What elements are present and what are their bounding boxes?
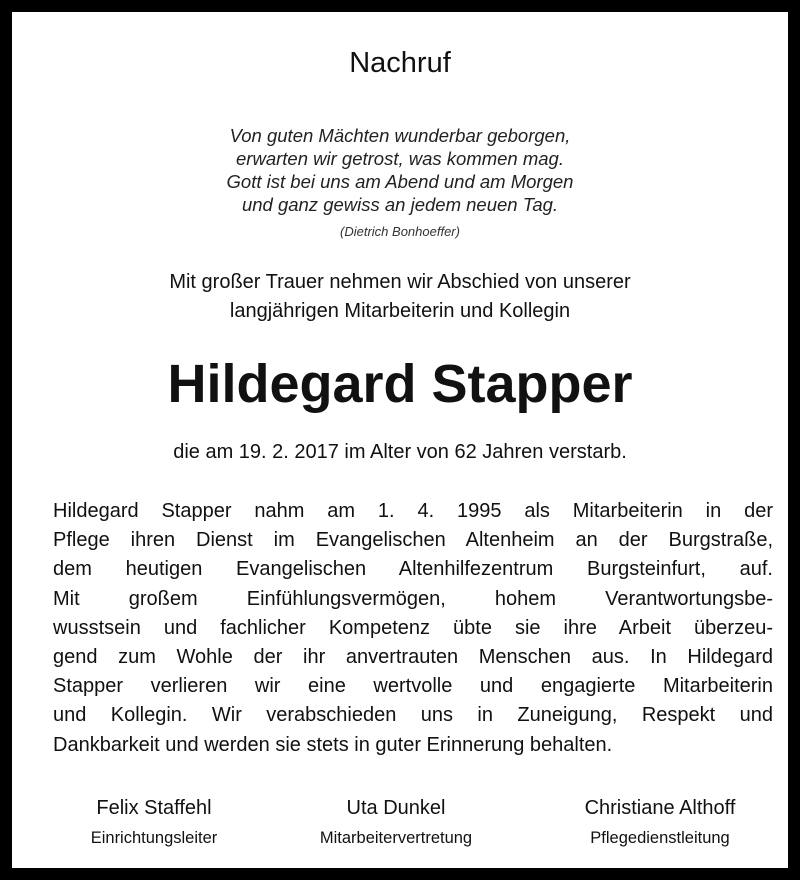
deceased-name: Hildegard Stapper: [167, 354, 633, 414]
paragraph-line: und Kollegin. Wir verabschieden uns in Zuneigung, Respekt und: [53, 704, 773, 727]
paragraph-line: Stapper verlieren wir eine wertvolle und engagierte Mitarbeiterin: [53, 675, 773, 698]
quote-line: Gott ist bei uns am Abend und am Morgen: [226, 171, 574, 192]
signatory-role: Pflegedienstleitung: [590, 829, 730, 847]
death-date-line: die am 19. 2. 2017 im Alter von 62 Jahren verstarb.: [173, 441, 627, 463]
signatory-name: Uta Dunkel: [346, 797, 446, 819]
quote-line: und ganz gewiss an jedem neuen Tag.: [241, 194, 559, 215]
paragraph-line: Dankbarkeit und werden sie stets in guter Erinnerung behalten.: [53, 733, 613, 756]
signatory-uta-dunkel: [284, 794, 508, 850]
tribute-paragraph: [53, 497, 773, 760]
quote-source: (Dietrich Bonhoeffer): [340, 224, 460, 239]
paragraph-line: Hildegard Stapper nahm am 1. 4. 1995 als Mitarbeiterin in der: [53, 500, 773, 522]
signatory-role: Einrichtungsleiter: [90, 829, 218, 847]
quote-line: erwarten wir getrost, was kommen mag.: [236, 148, 564, 169]
signatory-role: Mitarbeitervertretung: [319, 829, 473, 847]
intro-text: [12, 268, 788, 326]
paragraph-line: Pflege ihren Dienst im Evangelischen Altenheim an der Burgstraße,: [53, 529, 773, 552]
signatory-felix-staffehl: [50, 794, 258, 850]
bonhoeffer-quote: [12, 124, 788, 216]
paragraph-line: dem heutigen Evangelischen Altenhilfezentrum Burgsteinfurt, auf.: [53, 558, 773, 581]
quote-line: Von guten Mächten wunderbar geborgen,: [229, 125, 571, 146]
signatory-christiane-althoff: [550, 794, 770, 850]
paragraph-line: gend zum Wohle der ihr anvertrauten Menschen aus. In Hildegard: [53, 646, 773, 669]
signatory-name: Felix Staffehl: [96, 797, 212, 819]
paragraph-line: wusstsein und fachlicher Kompetenz übte sie ihre Arbeit überzeu-: [53, 616, 773, 639]
signatory-name: Christiane Althoff: [584, 797, 736, 819]
notice-title: Nachruf: [349, 47, 451, 79]
intro-line: Mit großer Trauer nehmen wir Abschied von unserer: [169, 271, 631, 293]
intro-line: langjährigen Mitarbeiterin und Kollegin: [229, 300, 571, 322]
paragraph-line: Mit großem Einfühlungsvermögen, hohem Verantwortungsbe-: [53, 587, 773, 610]
